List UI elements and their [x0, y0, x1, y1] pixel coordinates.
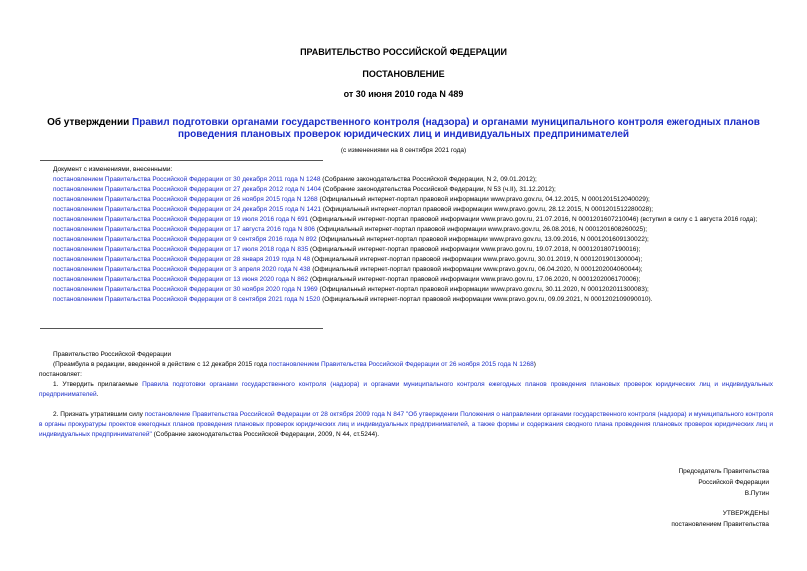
revision-source: (Официальный интернет-портал правовой информации www.pravo.gov.ru, 30.11.2020, N 0001202011300083);: [317, 286, 649, 293]
revision-item: [53, 225, 773, 235]
preamble-link[interactable]: постановлением Правительства Российской Федерации от 26 ноября 2015 года N 1268: [269, 361, 534, 368]
paragraph-1: [39, 380, 773, 400]
revision-source: (Официальный интернет-портал правовой информации www.pravo.gov.ru, 04.12.2015, N 0001201512040029);: [317, 196, 650, 203]
signature-position: Председатель Правительства: [678, 468, 769, 475]
p2-prefix: 2. Признать утратившим силу: [53, 411, 145, 418]
title-rules-link[interactable]: Правил подготовки органами государственного контроля (надзора) и органами муниципального контроля ежегодных планов проведения плановых проверок юридических лиц и индивидуальных предпринимателей: [132, 117, 760, 140]
p2-resolution-link[interactable]: постановление Правительства Российской Федерации от 28 октября 2009 года N 847 "Об утверждении Положения о направлении органами государственного контроля (надзора) и муниципального контроля в органы прокуратуры проектов ежегодных планов проведения плановых проверок юридических лиц и индивидуальных предпринимателей, а также формы и содержания сводного плана проведения плановых проверок юридических лиц и индивидуальных предпринимателей": [39, 411, 773, 438]
approved-label: УТВЕРЖДЕНЫ: [722, 510, 769, 517]
approved-by: постановлением Правительства: [671, 521, 769, 528]
revision-source: (Официальный интернет-портал правовой информации www.pravo.gov.ru, 19.07.2018, N 0001201807190016);: [308, 246, 641, 253]
revision-source: (Официальный интернет-портал правовой информации www.pravo.gov.ru, 09.09.2021, N 0001202109090010).: [320, 296, 653, 303]
revision-link[interactable]: постановлением Правительства Российской Федерации от 13 июня 2020 года N 862: [53, 276, 309, 283]
revision-link[interactable]: постановлением Правительства Российской Федерации от 27 декабря 2012 года N 1404: [53, 186, 321, 193]
revision-source: (Официальный интернет-портал правовой информации www.pravo.gov.ru, 28.12.2015, N 0001201512280028);: [320, 206, 654, 213]
revision-link[interactable]: постановлением Правительства Российской Федерации от 30 декабря 2011 года N 1248: [53, 176, 321, 183]
revision-link[interactable]: постановлением Правительства Российской Федерации от 17 июля 2018 года N 835: [53, 246, 309, 253]
divider-bottom: [40, 328, 323, 329]
revision-link[interactable]: постановлением Правительства Российской Федерации от 19 июля 2016 года N 691: [53, 216, 309, 223]
revision-link[interactable]: постановлением Правительства Российской Федерации от 9 сентября 2016 года N 892: [53, 236, 317, 243]
changed-note: (с изменениями на 8 сентября 2021 года): [340, 147, 467, 154]
revision-item: [53, 215, 773, 225]
gov-line: Правительство Российской Федерации: [53, 351, 172, 358]
preamble: [53, 360, 773, 370]
paragraph-2: [39, 410, 773, 440]
decides-line: постановляет:: [39, 371, 82, 378]
revision-link[interactable]: постановлением Правительства Российской Федерации от 28 января 2019 года N 48: [53, 256, 311, 263]
revision-item: [53, 205, 773, 215]
doc-date: от 30 июня 2010 года N 489: [343, 89, 464, 99]
revisions-intro: Документ с изменениями, внесенными:: [53, 166, 173, 173]
doc-type-heading: ПОСТАНОВЛЕНИЕ: [362, 69, 445, 79]
body-text: [39, 350, 773, 440]
signature-country: Российской Федерации: [698, 479, 769, 486]
revision-item: [53, 265, 773, 275]
revision-link[interactable]: постановлением Правительства Российской Федерации от 17 августа 2016 года N 806: [53, 226, 315, 233]
p1-rules-link[interactable]: Правила подготовки органами государственного контроля (надзора) и органами муниципального контроля ежегодных планов проведения плановых проверок юридических лиц и индивидуальных предпринимателей: [39, 381, 773, 398]
revision-link[interactable]: постановлением Правительства Российской Федерации от 24 декабря 2015 года N 1421: [53, 206, 321, 213]
revision-link[interactable]: постановлением Правительства Российской Федерации от 30 ноября 2020 года N 1969: [53, 286, 318, 293]
p1-suffix: .: [96, 391, 99, 398]
preamble-prefix: (Преамбула в редакции, введенной в действие с 12 декабря 2015 года: [53, 361, 270, 368]
revision-source: (Собрание законодательства Российской Федерации, N 53 (ч.II), 31.12.2012);: [320, 186, 556, 193]
revision-source: (Официальный интернет-портал правовой информации www.pravo.gov.ru, 06.04.2020, N 0001202004060044);: [310, 266, 643, 273]
signature-block: [678, 466, 769, 499]
p2-suffix: (Собрание законодательства Российской Федерации, 2009, N 44, ст.5244).: [151, 431, 380, 438]
revision-source: (Официальный интернет-портал правовой информации www.pravo.gov.ru, 30.01.2019, N 0001201901300004);: [310, 256, 643, 263]
approved-block: [671, 508, 769, 530]
revision-item: [53, 235, 773, 245]
revisions-block: [53, 165, 773, 305]
revision-source: (Официальный интернет-портал правовой информации www.pravo.gov.ru, 26.08.2016, N 0001201608260025);: [314, 226, 648, 233]
revision-source: (Официальный интернет-портал правовой информации www.pravo.gov.ru, 17.06.2020, N 0001202006170006);: [308, 276, 641, 283]
revision-item: [53, 185, 773, 195]
revision-item: [53, 295, 773, 305]
revision-item: [53, 285, 773, 295]
revision-item: [53, 175, 773, 185]
revision-item: [53, 255, 773, 265]
divider-top: [40, 160, 323, 161]
title-prefix: Об утверждении: [47, 117, 133, 128]
revision-source: (Собрание законодательства Российской Федерации, N 2, 09.01.2012);: [320, 176, 537, 183]
revision-source: (Официальный интернет-портал правовой информации www.pravo.gov.ru, 13.09.2016, N 0001201609130022);: [316, 236, 649, 243]
revisions-list: [53, 175, 773, 305]
revision-link[interactable]: постановлением Правительства Российской Федерации от 8 сентября 2021 года N 1520: [53, 296, 321, 303]
p1-prefix: 1. Утвердить прилагаемые: [53, 381, 143, 388]
signature-name: В.Путин: [744, 490, 769, 497]
preamble-suffix: ): [533, 361, 536, 368]
revision-item: [53, 195, 773, 205]
revision-link[interactable]: постановлением Правительства Российской Федерации от 3 апреля 2020 года N 438: [53, 266, 311, 273]
revision-link[interactable]: постановлением Правительства Российской Федерации от 26 ноября 2015 года N 1268: [53, 196, 318, 203]
government-heading: ПРАВИТЕЛЬСТВО РОССИЙСКОЙ ФЕДЕРАЦИИ: [300, 47, 507, 57]
revision-item: [53, 275, 773, 285]
doc-title: [40, 117, 767, 141]
revision-item: [53, 245, 773, 255]
revision-source: (Официальный интернет-портал правовой информации www.pravo.gov.ru, 21.07.2016, N 0001201607210046) (вступил в силу с 1 августа 2016 года);: [308, 216, 758, 223]
